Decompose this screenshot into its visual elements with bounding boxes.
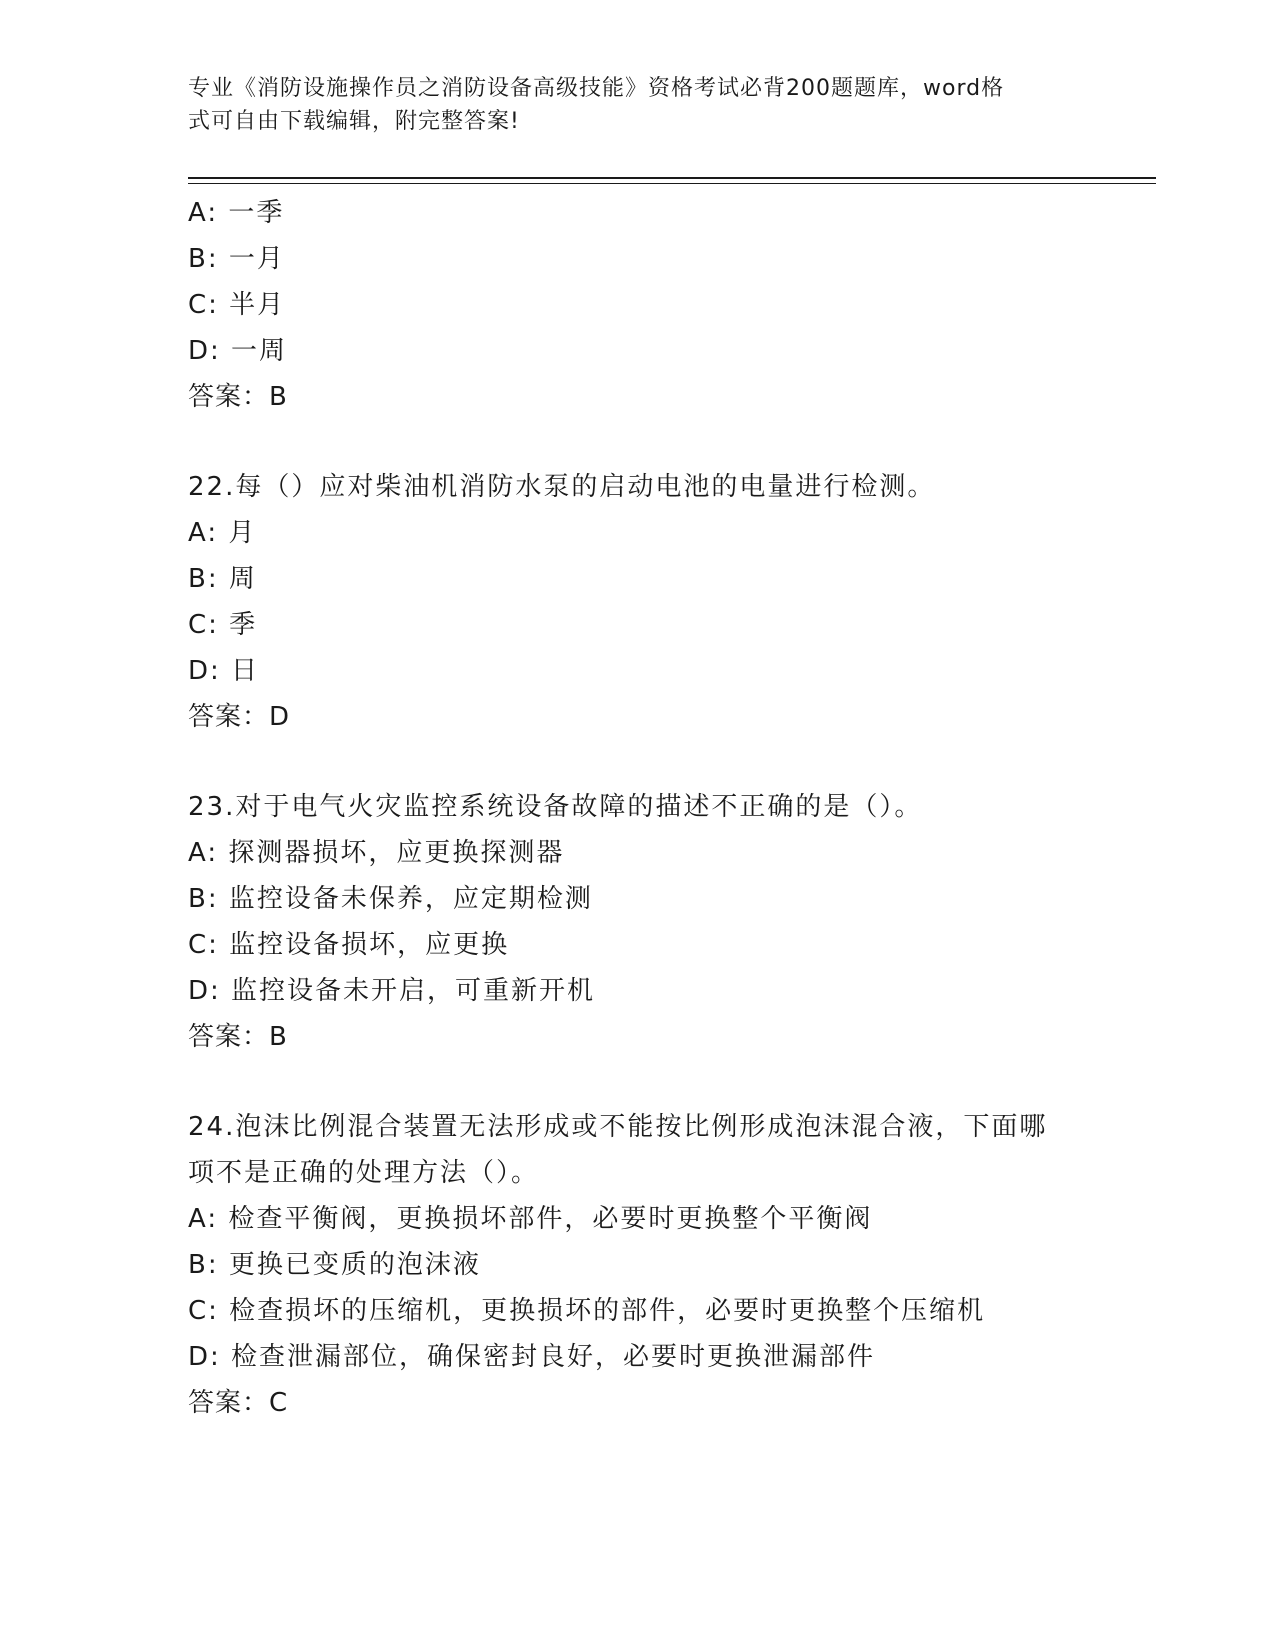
- option-c: C: 季: [188, 610, 258, 640]
- option-a: A: 检查平衡阀，更换损坏部件，必要时更换整个平衡阀: [188, 1204, 873, 1234]
- option-a: A: 一季: [188, 198, 285, 228]
- option-d: D: 日: [188, 656, 260, 686]
- question-block-22: [188, 464, 1148, 740]
- answer-line: 答案：B: [188, 1022, 288, 1052]
- question-block-23: [188, 784, 1148, 1060]
- question-block-21: [188, 190, 1148, 420]
- question-text-line-2: 项不是正确的处理方法（）。: [188, 1158, 540, 1188]
- option-b: B: 更换已变质的泡沫液: [188, 1250, 481, 1280]
- answer-line: 答案：D: [188, 702, 291, 732]
- question-block-24: [188, 1104, 1148, 1426]
- option-d: D: 一周: [188, 336, 288, 366]
- document-header: [188, 72, 1068, 138]
- option-d: D: 监控设备未开启，可重新开机: [188, 976, 596, 1006]
- option-d: D: 检查泄漏部位，确保密封良好，必要时更换泄漏部件: [188, 1342, 876, 1372]
- answer-line: 答案：C: [188, 1388, 289, 1418]
- option-c: C: 监控设备损坏，应更换: [188, 930, 510, 960]
- question-text: 22.每（）应对柴油机消防水泵的启动电池的电量进行检测。: [188, 472, 936, 502]
- question-list: [188, 190, 1148, 1426]
- option-c: C: 检查损坏的压缩机，更换损坏的部件，必要时更换整个压缩机: [188, 1296, 986, 1326]
- header-rule-thin: [188, 183, 1156, 184]
- option-b: B: 周: [188, 564, 257, 594]
- answer-line: 答案：B: [188, 382, 288, 412]
- question-text: 23.对于电气火灾监控系统设备故障的描述不正确的是（）。: [188, 792, 923, 822]
- header-line-1: 专业《消防设施操作员之消防设备高级技能》资格考试必背200题题库，word格: [188, 76, 1005, 101]
- option-b: B: 监控设备未保养，应定期检测: [188, 884, 593, 914]
- option-a: A: 探测器损坏，应更换探测器: [188, 838, 565, 868]
- question-text-line-1: 24.泡沫比例混合装置无法形成或不能按比例形成泡沫混合液，下面哪: [188, 1112, 1048, 1142]
- option-c: C: 半月: [188, 290, 286, 320]
- option-b: B: 一月: [188, 244, 285, 274]
- header-rule-thick: [188, 177, 1156, 179]
- header-line-2: 式可自由下载编辑，附完整答案!: [188, 109, 520, 134]
- option-a: A: 月: [188, 518, 257, 548]
